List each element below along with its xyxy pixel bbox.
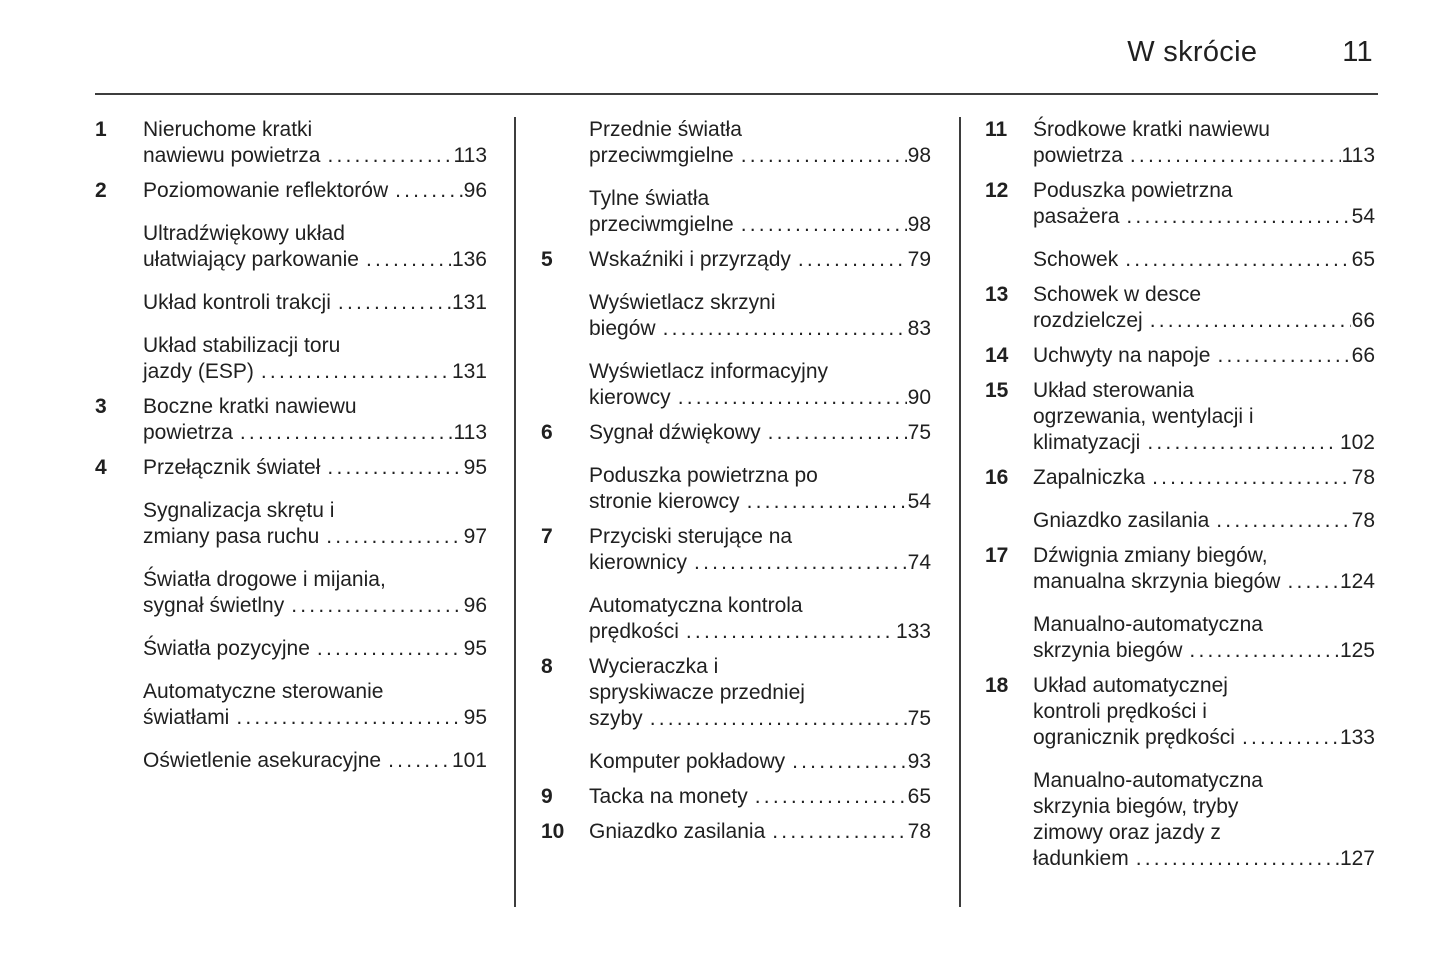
entry-number: 4: [95, 456, 107, 479]
entry-text-line: Manualno-automatyczna: [1033, 613, 1263, 636]
entry-page-number: 54: [1351, 205, 1375, 228]
entry-number: [95, 498, 143, 550]
entry-page-number: 65: [907, 785, 931, 808]
entry-text-line: Automatyczne sterowanie: [143, 680, 384, 703]
dot-leader: [1125, 247, 1350, 273]
entry-page-number: 90: [907, 386, 931, 409]
dot-leader: [755, 784, 907, 810]
page-number: 11: [1342, 36, 1373, 68]
entry-number: [95, 290, 143, 316]
dot-leader: [686, 619, 895, 645]
entry-text-line: powietrza: [143, 421, 233, 444]
entry-text-line: kierownicy: [589, 551, 688, 574]
entry-number: 9: [541, 785, 553, 808]
entry-page-number: 127: [1339, 847, 1375, 870]
entry-page-number: 65: [1351, 248, 1375, 271]
entry-page-number: 113: [453, 421, 487, 444]
dot-leader: [650, 706, 907, 732]
dot-leader: [326, 524, 462, 550]
entry-number: 18: [985, 674, 1009, 697]
dot-leader: [1189, 638, 1339, 664]
toc-entry: [541, 463, 931, 515]
entry-number: 10: [541, 820, 565, 843]
entry-text-line: prędkości: [589, 620, 679, 643]
entry-number: 1: [95, 118, 107, 141]
dot-leader: [240, 420, 453, 446]
toc-entry: [541, 749, 931, 775]
toc-entry: [541, 359, 931, 411]
toc-entry: [95, 455, 487, 481]
entry-text-line: powietrza: [1033, 144, 1123, 167]
entry-number: 3: [95, 395, 107, 418]
entry-text-line: Dźwignia zmiany biegów,: [1033, 544, 1268, 567]
entry-text-line: Wyświetlacz informacyjny: [589, 360, 829, 383]
entry-text-line: szyby: [589, 707, 643, 730]
entry-text-line: Wycieraczka i: [589, 655, 719, 678]
dot-leader: [792, 749, 907, 775]
entry-page-number: 78: [1351, 466, 1375, 489]
entry-page-number: 54: [907, 490, 931, 513]
entry-number: [95, 748, 143, 774]
toc-entry: [985, 612, 1375, 664]
toc-entry: [95, 117, 487, 169]
dot-leader: [741, 212, 907, 238]
entry-text-line: Schowek w desce: [1033, 283, 1202, 306]
entry-number: [95, 567, 143, 619]
dot-leader: [768, 420, 907, 446]
dot-leader: [741, 143, 907, 169]
toc-column-3: [960, 117, 1378, 907]
entry-text-line: przeciwmgielne: [589, 213, 734, 236]
entry-text-line: Sygnał dźwiękowy: [589, 421, 761, 444]
entry-page-number: 95: [463, 706, 487, 729]
entry-text-line: zmiany pasa ruchu: [143, 525, 320, 548]
entry-text-line: zimowy oraz jazdy z: [1033, 821, 1221, 844]
entry-text-line: Gniazdko zasilania: [589, 820, 766, 843]
entry-page-number: 113: [1341, 144, 1375, 167]
toc-column-2: [515, 117, 960, 907]
dot-leader: [1216, 508, 1350, 534]
section-title: W skrócie: [1127, 36, 1258, 68]
entry-number: 12: [985, 179, 1009, 202]
entry-text-line: Nieruchome kratki: [143, 118, 313, 141]
entry-text-line: światłami: [143, 706, 230, 729]
toc-entry: [985, 768, 1375, 872]
entry-number: 8: [541, 655, 553, 678]
entry-page-number: 101: [451, 749, 487, 772]
toc-entry: [95, 636, 487, 662]
dot-leader: [366, 247, 451, 273]
entry-number: 7: [541, 525, 553, 548]
entry-text-line: manualna skrzynia biegów: [1033, 570, 1281, 593]
toc-entry: [541, 819, 931, 845]
entry-number: [541, 463, 589, 515]
entry-text-line: Uchwyty na napoje: [1033, 344, 1211, 367]
entry-page-number: 113: [453, 144, 487, 167]
toc-entry: [541, 654, 931, 732]
entry-page-number: 102: [1339, 431, 1375, 454]
entry-page-number: 95: [463, 637, 487, 660]
entry-text-line: Układ stabilizacji toru: [143, 334, 341, 357]
toc-entry: [95, 394, 487, 446]
entry-text-line: pasażera: [1033, 205, 1120, 228]
dot-leader: [1150, 308, 1351, 334]
entry-page-number: 133: [1339, 726, 1375, 749]
dot-leader: [694, 550, 907, 576]
entry-page-number: 74: [907, 551, 931, 574]
toc-entry: [541, 247, 931, 273]
entry-number: [541, 117, 589, 169]
dot-leader: [798, 247, 907, 273]
toc-entry: [95, 567, 487, 619]
entry-number: [95, 221, 143, 273]
toc-entry: [985, 673, 1375, 751]
dot-leader: [1152, 465, 1351, 491]
entry-text-line: ogrzewania, wentylacji i: [1033, 405, 1254, 428]
entry-number: 14: [985, 344, 1009, 367]
entry-page-number: 124: [1339, 570, 1375, 593]
entry-text-line: stronie kierowcy: [589, 490, 740, 513]
toc-entry: [95, 679, 487, 731]
entry-page-number: 79: [907, 248, 931, 271]
entry-text-line: Środkowe kratki nawiewu: [1033, 118, 1270, 141]
entry-number: [541, 186, 589, 238]
entry-page-number: 98: [907, 144, 931, 167]
entry-number: [541, 359, 589, 411]
header-rule: [95, 93, 1378, 95]
dot-leader: [772, 819, 906, 845]
entry-page-number: 83: [907, 317, 931, 340]
dot-leader: [291, 593, 462, 619]
entry-text-line: Światła drogowe i mijania,: [143, 568, 386, 591]
entry-number: 2: [95, 179, 107, 202]
toc-entry: [985, 247, 1375, 273]
entry-text-line: Wskaźniki i przyrządy: [589, 248, 791, 271]
entry-text-line: biegów: [589, 317, 656, 340]
entry-number: [985, 768, 1033, 872]
entry-text-line: Boczne kratki nawiewu: [143, 395, 357, 418]
toc-entry: [95, 498, 487, 550]
entry-text-line: Światła pozycyjne: [143, 637, 310, 660]
entry-page-number: 96: [463, 594, 487, 617]
entry-text-line: skrzynia biegów: [1033, 639, 1183, 662]
entry-text-line: Przyciski sterujące na: [589, 525, 793, 548]
entry-text-line: Układ sterowania: [1033, 379, 1195, 402]
dot-leader: [1130, 143, 1341, 169]
dot-leader: [338, 290, 451, 316]
entry-number: [985, 508, 1033, 534]
entry-number: [985, 247, 1033, 273]
entry-text-line: Zapalniczka: [1033, 466, 1146, 489]
toc-entry: [541, 593, 931, 645]
entry-text-line: Przełącznik świateł: [143, 456, 321, 479]
entry-text-line: Ultradźwiękowy układ: [143, 222, 345, 245]
entry-text-line: rozdzielczej: [1033, 309, 1143, 332]
entry-page-number: 75: [907, 421, 931, 444]
toc-entry: [985, 378, 1375, 456]
toc-entry: [541, 290, 931, 342]
toc-entry: [985, 282, 1375, 334]
toc-entry: [541, 784, 931, 810]
entry-number: [541, 593, 589, 645]
dot-leader: [1242, 725, 1339, 751]
entry-number: 5: [541, 248, 553, 271]
dot-leader: [1126, 204, 1350, 230]
toc-entry: [95, 290, 487, 316]
entry-text-line: Poduszka powietrzna po: [589, 464, 818, 487]
toc-entry: [985, 465, 1375, 491]
entry-page-number: 93: [907, 750, 931, 773]
entry-text-line: Układ automatycznej: [1033, 674, 1228, 697]
dot-leader: [1217, 343, 1350, 369]
entry-page-number: 136: [451, 248, 487, 271]
entry-page-number: 78: [1351, 509, 1375, 532]
page-header: [95, 36, 1378, 68]
entry-text-line: Sygnalizacja skrętu i: [143, 499, 335, 522]
entry-page-number: 125: [1339, 639, 1375, 662]
toc-entry: [985, 543, 1375, 595]
toc-entry: [985, 508, 1375, 534]
entry-number: [541, 749, 589, 775]
toc-columns: [95, 117, 1378, 907]
entry-number: 16: [985, 466, 1009, 489]
entry-text-line: klimatyzacji: [1033, 431, 1141, 454]
entry-page-number: 95: [463, 456, 487, 479]
entry-text-line: ułatwiający parkowanie: [143, 248, 359, 271]
entry-text-line: ładunkiem: [1033, 847, 1129, 870]
toc-entry: [95, 333, 487, 385]
entry-number: 17: [985, 544, 1009, 567]
dot-leader: [747, 489, 907, 515]
entry-text-line: Schowek: [1033, 248, 1119, 271]
entry-number: 6: [541, 421, 553, 444]
dot-leader: [261, 359, 451, 385]
entry-number: [95, 636, 143, 662]
entry-number: [95, 333, 143, 385]
entry-number: 13: [985, 283, 1009, 306]
entry-number: [95, 679, 143, 731]
toc-entry: [541, 420, 931, 446]
dot-leader: [395, 178, 463, 204]
dot-leader: [327, 143, 452, 169]
entry-text-line: Poduszka powietrzna: [1033, 179, 1233, 202]
entry-page-number: 75: [907, 707, 931, 730]
toc-entry: [985, 117, 1375, 169]
dot-leader: [317, 636, 463, 662]
entry-text-line: Tacka na monety: [589, 785, 748, 808]
entry-text-line: Automatyczna kontrola: [589, 594, 803, 617]
entry-text-line: Manualno-automatyczna: [1033, 769, 1263, 792]
toc-column-1: [95, 117, 515, 907]
dot-leader: [678, 385, 907, 411]
dot-leader: [1147, 430, 1339, 456]
toc-entry: [95, 221, 487, 273]
entry-text-line: Wyświetlacz skrzyni: [589, 291, 776, 314]
entry-number: [985, 612, 1033, 664]
entry-text-line: ogranicznik prędkości: [1033, 726, 1235, 749]
dot-leader: [1136, 846, 1339, 872]
toc-entry: [541, 186, 931, 238]
entry-text-line: spryskiwacze przedniej: [589, 681, 805, 704]
dot-leader: [327, 455, 462, 481]
entry-page-number: 131: [451, 360, 487, 383]
entry-text-line: Komputer pokładowy: [589, 750, 786, 773]
entry-page-number: 78: [907, 820, 931, 843]
entry-text-line: nawiewu powietrza: [143, 144, 321, 167]
dot-leader: [1287, 569, 1338, 595]
toc-entry: [95, 178, 487, 204]
toc-entry: [95, 748, 487, 774]
dot-leader: [663, 316, 907, 342]
entry-text-line: przeciwmgielne: [589, 144, 734, 167]
entry-text-line: skrzynia biegów, tryby: [1033, 795, 1239, 818]
entry-text-line: kontroli prędkości i: [1033, 700, 1207, 723]
entry-number: 11: [985, 118, 1008, 141]
toc-entry: [541, 524, 931, 576]
entry-number: 15: [985, 379, 1009, 402]
entry-page-number: 131: [451, 291, 487, 314]
entry-text-line: sygnał świetlny: [143, 594, 285, 617]
entry-text-line: Przednie światła: [589, 118, 742, 141]
entry-text-line: Oświetlenie asekuracyjne: [143, 749, 382, 772]
entry-page-number: 97: [463, 525, 487, 548]
entry-page-number: 66: [1351, 344, 1375, 367]
entry-number: [541, 290, 589, 342]
entry-page-number: 66: [1351, 309, 1375, 332]
entry-text-line: Tylne światła: [589, 187, 710, 210]
entry-text-line: kierowcy: [589, 386, 671, 409]
toc-entry: [985, 343, 1375, 369]
dot-leader: [388, 748, 451, 774]
entry-text-line: Poziomowanie reflektorów: [143, 179, 389, 202]
dot-leader: [236, 705, 462, 731]
entry-text-line: Układ kontroli trakcji: [143, 291, 331, 314]
entry-page-number: 98: [907, 213, 931, 236]
entry-text-line: Gniazdko zasilania: [1033, 509, 1210, 532]
toc-entry: [541, 117, 931, 169]
entry-page-number: 96: [463, 179, 487, 202]
entry-text-line: jazdy (ESP): [143, 360, 254, 383]
toc-entry: [985, 178, 1375, 230]
entry-page-number: 133: [895, 620, 931, 643]
